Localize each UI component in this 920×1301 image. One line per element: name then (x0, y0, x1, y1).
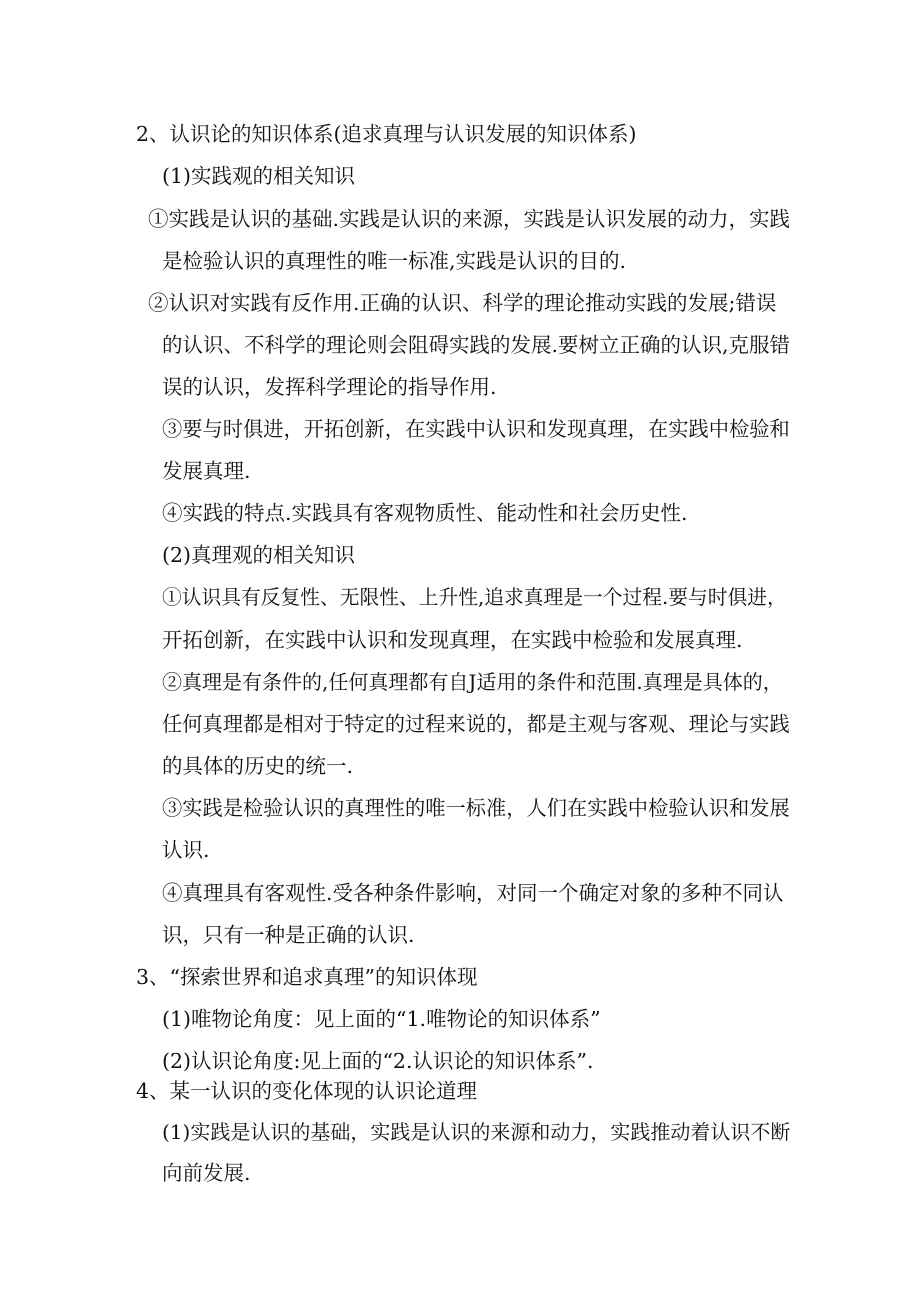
paragraph-line: 发展真理. (162, 459, 251, 483)
paragraph-line: ①实践是认识的基础.实践是认识的来源，实践是认识发展的动力，实践 (148, 207, 791, 231)
paragraph-line: 任何真理都是相对于特定的过程来说的，都是主观与客观、理论与实践 (162, 712, 790, 736)
paragraph-line: 识，只有一种是正确的认识. (162, 923, 415, 947)
paragraph-line: 的具体的历史的统一. (162, 754, 354, 778)
section-heading-2: 2、认识论的知识体系(追求真理与认识发展的知识体系) (136, 122, 637, 146)
subsection-heading-practice: (1)实践观的相关知识 (162, 164, 356, 188)
paragraph-line: (2)认识论角度:见上面的“2.认识论的知识体系”. (162, 1049, 594, 1073)
paragraph-line: ①认识具有反复性、无限性、上升性,追求真理是一个过程.要与时俱进， (162, 586, 787, 609)
section-heading-4: 4、某一认识的变化体现的认识论道理 (136, 1079, 478, 1103)
paragraph-line: 的认识、不科学的理论则会阻碍实践的发展.要树立正确的认识,克服错 (162, 333, 791, 357)
paragraph-line: 向前发展. (162, 1161, 251, 1185)
paragraph-line: 是检验认识的真理性的唯一标准,实践是认识的目的. (162, 249, 627, 273)
paragraph-line: 误的认识，发挥科学理论的指导作用. (162, 375, 497, 399)
paragraph-line: ②真理是有条件的,任何真理都有自J适用的条件和范围.真理是具体的， (162, 670, 783, 694)
paragraph-line: 认识. (162, 838, 210, 862)
paragraph-line: 开拓创新，在实践中认识和发现真理，在实践中检验和发展真理. (162, 628, 743, 652)
paragraph-line: ③要与时俱进，开拓创新，在实践中认识和发现真理，在实践中检验和 (162, 417, 790, 441)
paragraph-line: ③实践是检验认识的真理性的唯一标准，人们在实践中检验认识和发展 (162, 796, 790, 820)
paragraph-line: (1)唯物论角度：见上面的“1.唯物论的知识体系” (162, 1007, 601, 1031)
paragraph-line: ②认识对实践有反作用.正确的认识、科学的理论推动实践的发展;错误 (148, 291, 777, 315)
paragraph-line: ④真理具有客观性.受各种条件影响，对同一个确定对象的多种不同认 (162, 881, 784, 905)
subsection-heading-truth: (2)真理观的相关知识 (162, 543, 356, 567)
paragraph-line: ④实践的特点.实践具有客观物质性、能动性和社会历史性. (162, 501, 688, 525)
section-heading-3: 3、“探索世界和追求真理”的知识体现 (136, 965, 478, 989)
paragraph-line: (1)实践是认识的基础，实践是认识的来源和动力，实践推动着认识不断 (162, 1120, 791, 1144)
